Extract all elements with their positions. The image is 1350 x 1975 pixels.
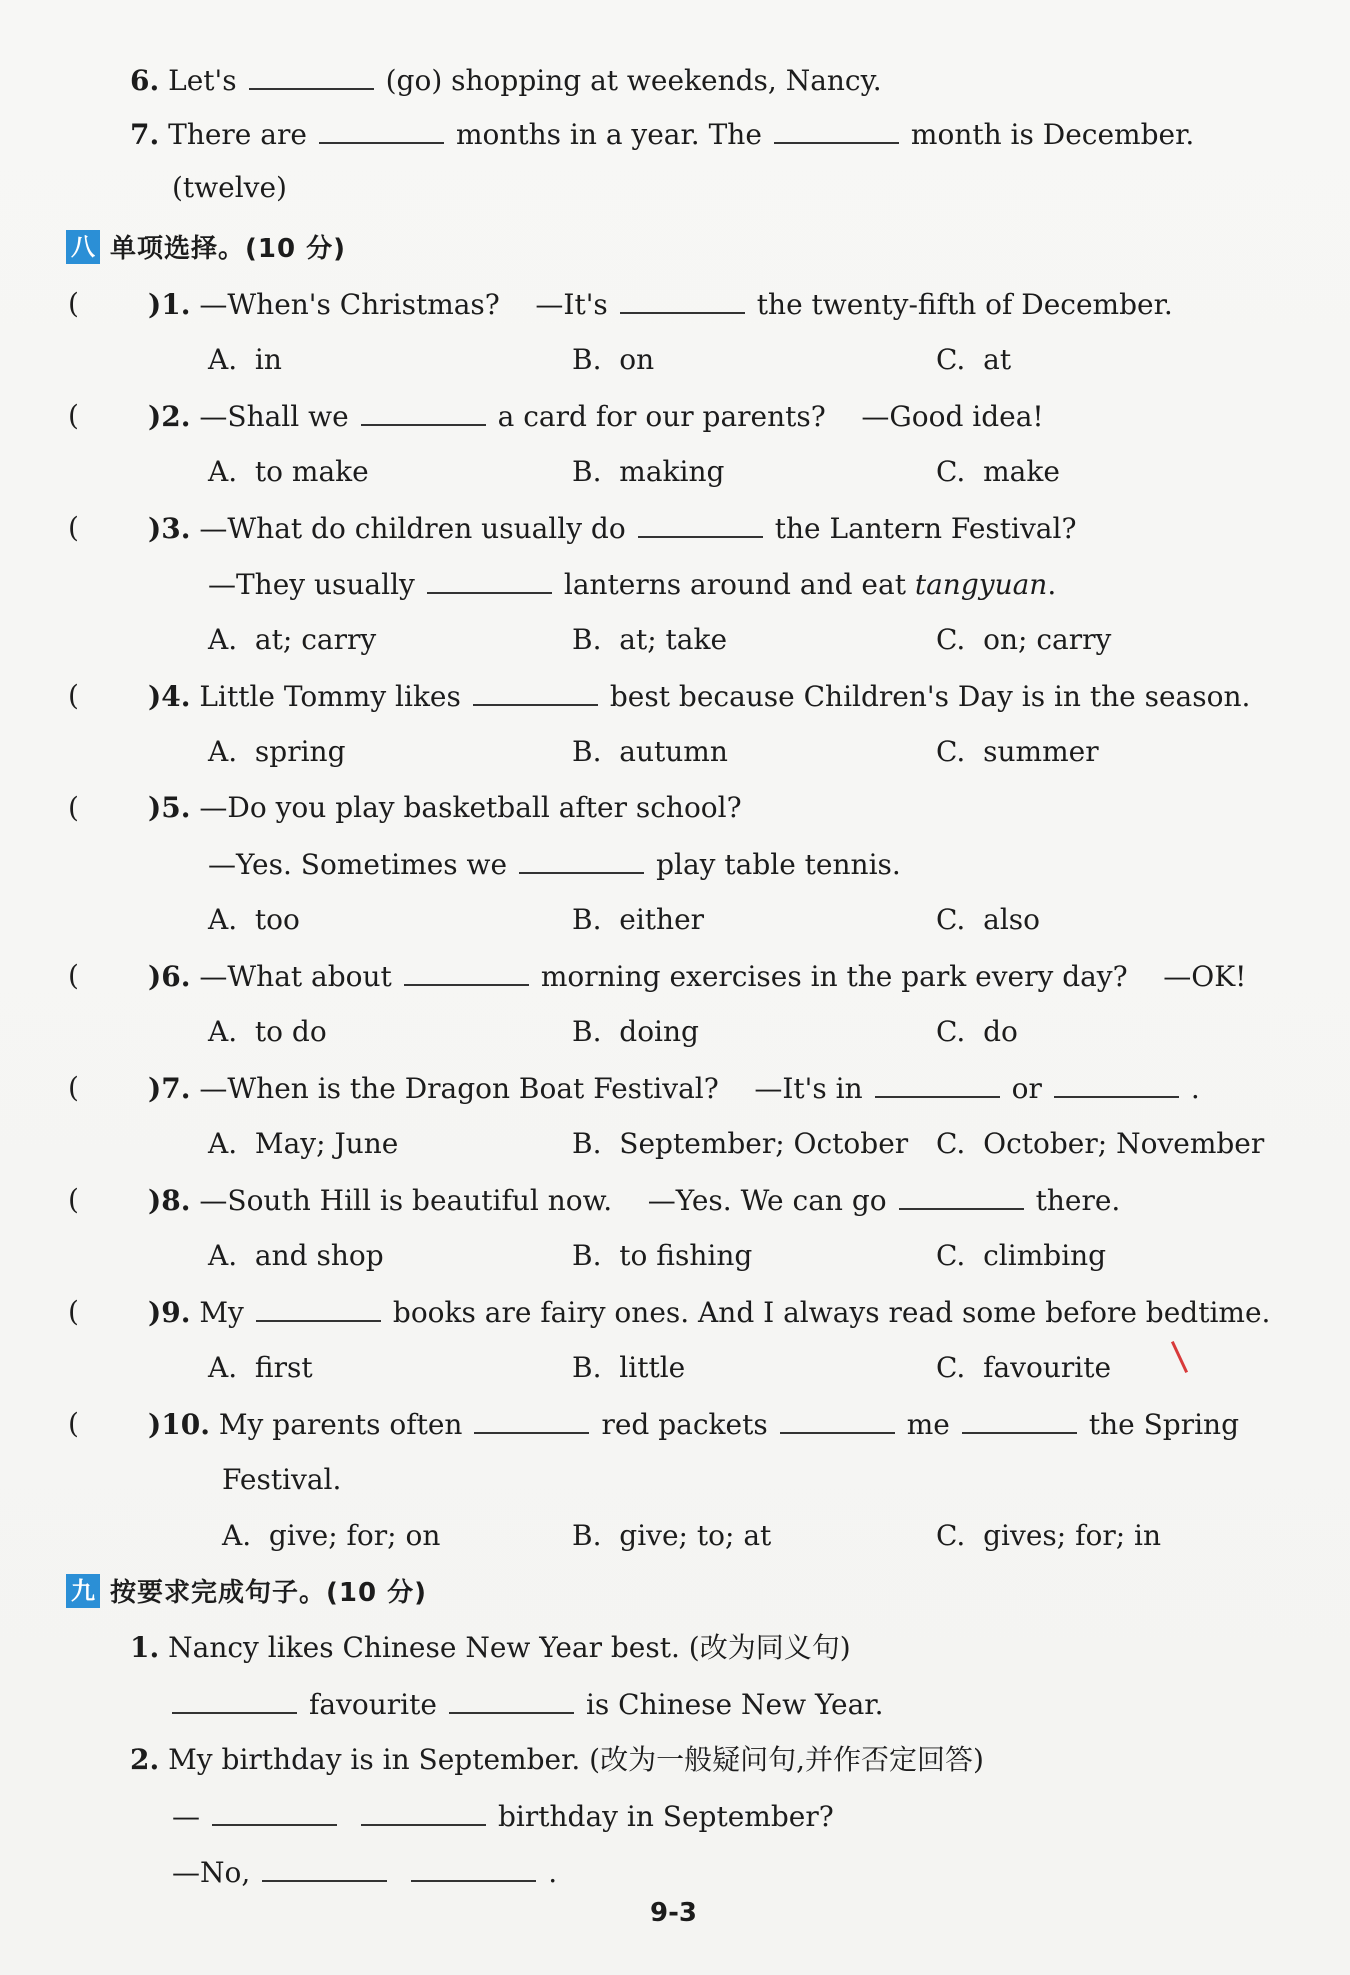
section-8-title: 单项选择。(10 分) [110, 234, 346, 264]
mc-q2-option-a: A. to make [208, 455, 369, 488]
mc-q7-option-a: A. May; June [208, 1127, 399, 1160]
mc-q5-option-c: C. also [936, 903, 1041, 936]
answer-paren-5[interactable]: ( [68, 791, 79, 824]
red-check-mark [1171, 1341, 1188, 1373]
mc-q10-option-b: B. give; to; at [572, 1519, 772, 1552]
mc-q1-option-b: B. on [572, 343, 655, 376]
rewrite-q2-answer: —No, . [172, 1856, 558, 1889]
mc-q8: )8. —South Hill is beautiful now. —Yes. We can go there. [148, 1184, 1121, 1217]
mc-q10-option-a: A. give; for; on [222, 1519, 441, 1552]
mc-q6: )6. —What about morning exercises in the park every day? —OK! [148, 960, 1247, 993]
mc-q7-option-b: B. September; October [572, 1127, 909, 1160]
mc-q7-option-c: C. October; November [936, 1127, 1265, 1160]
mc-q5-line2: —Yes. Sometimes we play table tennis. [208, 848, 901, 881]
section-8-header [66, 228, 346, 265]
mc-q8-option-b: B. to fishing [572, 1239, 753, 1272]
mc-q5: )5. —Do you play basketball after school? [148, 791, 742, 824]
mc-q9-option-b: B. little [572, 1351, 686, 1384]
answer-paren-8[interactable]: ( [68, 1183, 79, 1216]
rewrite-q2: 2. My birthday is in September. (改为一般疑问句,并作否定回答) [130, 1743, 984, 1776]
fill-q6: 6. Let's (go) shopping at weekends, Nancy. [130, 64, 882, 97]
mc-q7: )7. —When is the Dragon Boat Festival? —It's in or . [148, 1072, 1200, 1105]
answer-paren-1[interactable]: ( [68, 287, 79, 320]
rewrite-q1: 1. Nancy likes Chinese New Year best. (改为同义句) [130, 1631, 851, 1664]
mc-q2-option-c: C. make [936, 455, 1060, 488]
mc-q2: )2. —Shall we a card for our parents? —Good idea! [148, 400, 1044, 433]
page-number: 9-3 [650, 1898, 697, 1928]
mc-q10-option-c: C. gives; for; in [936, 1519, 1162, 1552]
answer-paren-7[interactable]: ( [68, 1071, 79, 1104]
section-9-badge: 九 [66, 1574, 100, 1608]
mc-q4-option-a: A. spring [208, 735, 346, 768]
mc-q4-option-b: B. autumn [572, 735, 728, 768]
section-8-badge: 八 [66, 230, 100, 264]
mc-q3: )3. —What do children usually do the Lantern Festival? [148, 512, 1077, 545]
mc-q6-option-b: B. doing [572, 1015, 699, 1048]
answer-paren-6[interactable]: ( [68, 959, 79, 992]
fill-q7-hint: (twelve) [172, 171, 287, 204]
mc-q9-option-a: A. first [208, 1351, 313, 1384]
mc-q5-option-a: A. too [208, 903, 300, 936]
mc-q10-line2: Festival. [222, 1463, 342, 1496]
answer-paren-10[interactable]: ( [68, 1407, 79, 1440]
section-9-header [66, 1572, 427, 1609]
mc-q3-line2: —They usually lanterns around and eat tangyuan. [208, 568, 1057, 601]
answer-paren-9[interactable]: ( [68, 1295, 79, 1328]
mc-q5-option-b: B. either [572, 903, 705, 936]
mc-q4: )4. Little Tommy likes best because Children's Day is in the season. [148, 680, 1251, 713]
mc-q3-option-a: A. at; carry [208, 623, 377, 656]
mc-q10: )10. My parents often red packets me the Spring [148, 1408, 1240, 1441]
mc-q6-option-a: A. to do [208, 1015, 327, 1048]
mc-q1-option-c: C. at [936, 343, 1012, 376]
mc-q3-option-b: B. at; take [572, 623, 728, 656]
rewrite-q2-question: — birthday in September? [172, 1800, 834, 1833]
section-9-title: 按要求完成句子。(10 分) [110, 1578, 427, 1608]
mc-q9: )9. My books are fairy ones. And I always read some before bedtime. [148, 1296, 1271, 1329]
answer-paren-4[interactable]: ( [68, 679, 79, 712]
mc-q4-option-c: C. summer [936, 735, 1099, 768]
answer-paren-2[interactable]: ( [68, 399, 79, 432]
mc-q8-option-a: A. and shop [208, 1239, 384, 1272]
mc-q1: )1. —When's Christmas? —It's the twenty-fifth of December. [148, 288, 1173, 321]
mc-q9-option-c: C. favourite [936, 1351, 1112, 1384]
mc-q2-option-b: B. making [572, 455, 725, 488]
rewrite-q1-answer: favourite is Chinese New Year. [160, 1686, 883, 1723]
mc-q6-option-c: C. do [936, 1015, 1018, 1048]
mc-q3-option-c: C. on; carry [936, 623, 1112, 656]
fill-q7: 7. There are months in a year. The month is December. [130, 118, 1195, 151]
answer-paren-3[interactable]: ( [68, 511, 79, 544]
mc-q1-option-a: A. in [208, 343, 282, 376]
mc-q8-option-c: C. climbing [936, 1239, 1107, 1272]
